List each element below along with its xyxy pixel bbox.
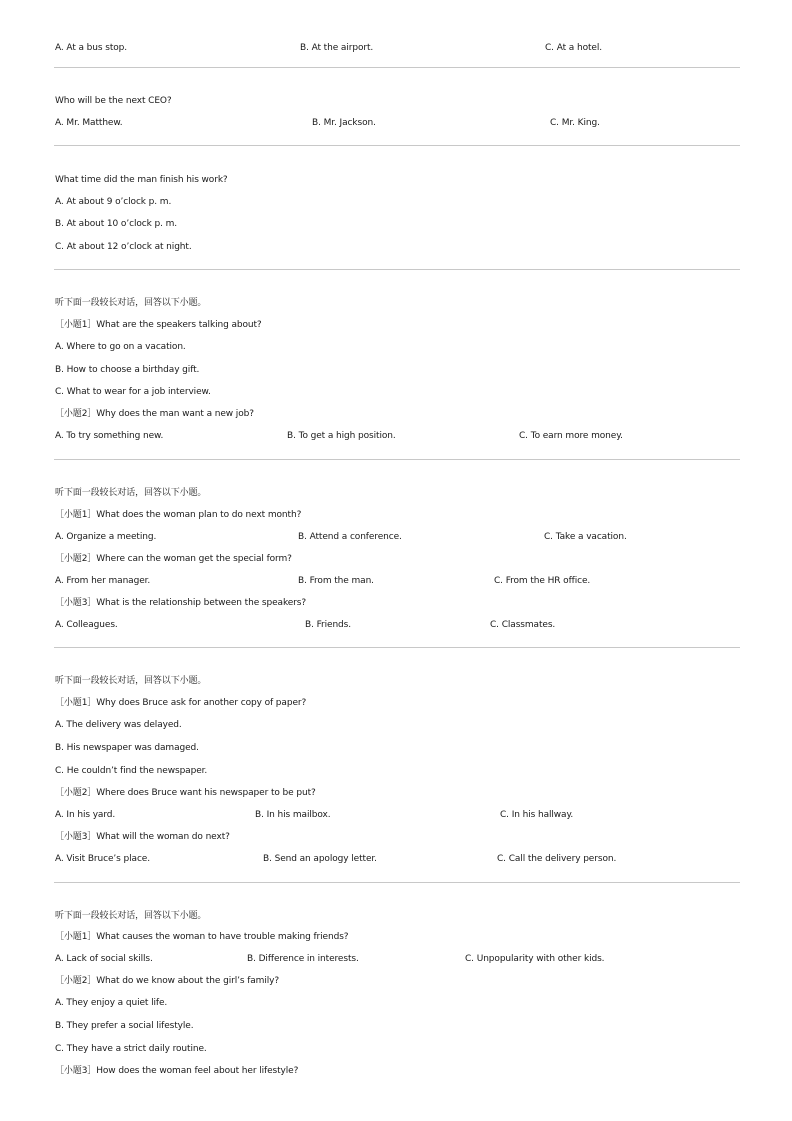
divider <box>54 269 740 270</box>
option-c[interactable]: C. From the HR office. <box>494 576 591 586</box>
option-c[interactable]: C. Take a vacation. <box>544 532 627 542</box>
question-text: ［小题2］Why does the man want a new job? <box>55 409 254 419</box>
option-b[interactable]: B. How to choose a birthday gift. <box>55 365 200 375</box>
option-b[interactable]: B. Mr. Jackson. <box>312 118 376 128</box>
option-c[interactable]: C. Classmates. <box>490 620 556 630</box>
option-a[interactable]: A. Visit Bruce’s place. <box>55 854 151 864</box>
option-c[interactable]: C. He couldn’t find the newspaper. <box>55 766 208 776</box>
option-a[interactable]: A. They enjoy a quiet life. <box>55 998 168 1008</box>
option-a[interactable]: A. Colleagues. <box>55 620 118 630</box>
question-text: ［小题2］Where can the woman get the special form? <box>55 554 292 564</box>
option-a[interactable]: A. At a bus stop. <box>55 43 128 53</box>
question-text: ［小题3］How does the woman feel about her lifestyle? <box>55 1066 299 1076</box>
option-b[interactable]: B. His newspaper was damaged. <box>55 743 199 753</box>
section-intro: 听下面一段较长对话，回答以下小题。 <box>55 676 207 686</box>
question-text: ［小题3］What will the woman do next? <box>55 832 230 842</box>
option-c[interactable]: C. What to wear for a job interview. <box>55 387 211 397</box>
question-text: ［小题2］What do we know about the girl’s family? <box>55 976 280 986</box>
option-a[interactable]: A. At about 9 o’clock p. m. <box>55 197 172 207</box>
option-b[interactable]: B. Difference in interests. <box>247 954 359 964</box>
option-c[interactable]: C. At a hotel. <box>545 43 603 53</box>
section-intro: 听下面一段较长对话，回答以下小题。 <box>55 488 207 498</box>
section-intro: 听下面一段较长对话，回答以下小题。 <box>55 298 207 308</box>
section-intro: 听下面一段较长对话，回答以下小题。 <box>55 911 207 921</box>
divider <box>54 647 740 648</box>
option-b[interactable]: B. Send an apology letter. <box>263 854 377 864</box>
option-a[interactable]: A. The delivery was delayed. <box>55 720 182 730</box>
question-text: ［小题1］Why does Bruce ask for another copy of paper? <box>55 698 307 708</box>
option-a[interactable]: A. From her manager. <box>55 576 151 586</box>
question-text: ［小题1］What causes the woman to have trouble making friends? <box>55 932 349 942</box>
option-c[interactable]: C. Call the delivery person. <box>497 854 617 864</box>
option-b[interactable]: B. At the airport. <box>300 43 374 53</box>
option-a[interactable]: A. In his yard. <box>55 810 116 820</box>
option-a[interactable]: A. Where to go on a vacation. <box>55 342 186 352</box>
divider <box>54 459 740 460</box>
option-c[interactable]: C. Unpopularity with other kids. <box>465 954 605 964</box>
option-a[interactable]: A. To try something new. <box>55 431 164 441</box>
question-text: ［小题3］What is the relationship between the speakers? <box>55 598 307 608</box>
option-b[interactable]: B. From the man. <box>298 576 374 586</box>
question-text: ［小题1］What are the speakers talking about? <box>55 320 262 330</box>
option-c[interactable]: C. In his hallway. <box>500 810 574 820</box>
option-b[interactable]: B. Attend a conference. <box>298 532 402 542</box>
option-b[interactable]: B. At about 10 o’clock p. m. <box>55 219 178 229</box>
divider <box>54 882 740 883</box>
option-a[interactable]: A. Lack of social skills. <box>55 954 153 964</box>
option-b[interactable]: B. They prefer a social lifestyle. <box>55 1021 194 1031</box>
question-text: Who will be the next CEO? <box>55 96 172 106</box>
option-c[interactable]: C. To earn more money. <box>519 431 623 441</box>
divider <box>54 145 740 146</box>
option-c[interactable]: C. They have a strict daily routine. <box>55 1044 207 1054</box>
option-c[interactable]: C. At about 12 o’clock at night. <box>55 242 192 252</box>
option-b[interactable]: B. To get a high position. <box>287 431 396 441</box>
question-text: ［小题2］Where does Bruce want his newspaper to be put? <box>55 788 316 798</box>
question-text: ［小题1］What does the woman plan to do next month? <box>55 510 302 520</box>
option-a[interactable]: A. Mr. Matthew. <box>55 118 123 128</box>
question-text: What time did the man finish his work? <box>55 175 228 185</box>
option-a[interactable]: A. Organize a meeting. <box>55 532 157 542</box>
option-c[interactable]: C. Mr. King. <box>550 118 600 128</box>
divider <box>54 67 740 68</box>
option-b[interactable]: B. Friends. <box>305 620 352 630</box>
option-b[interactable]: B. In his mailbox. <box>255 810 331 820</box>
